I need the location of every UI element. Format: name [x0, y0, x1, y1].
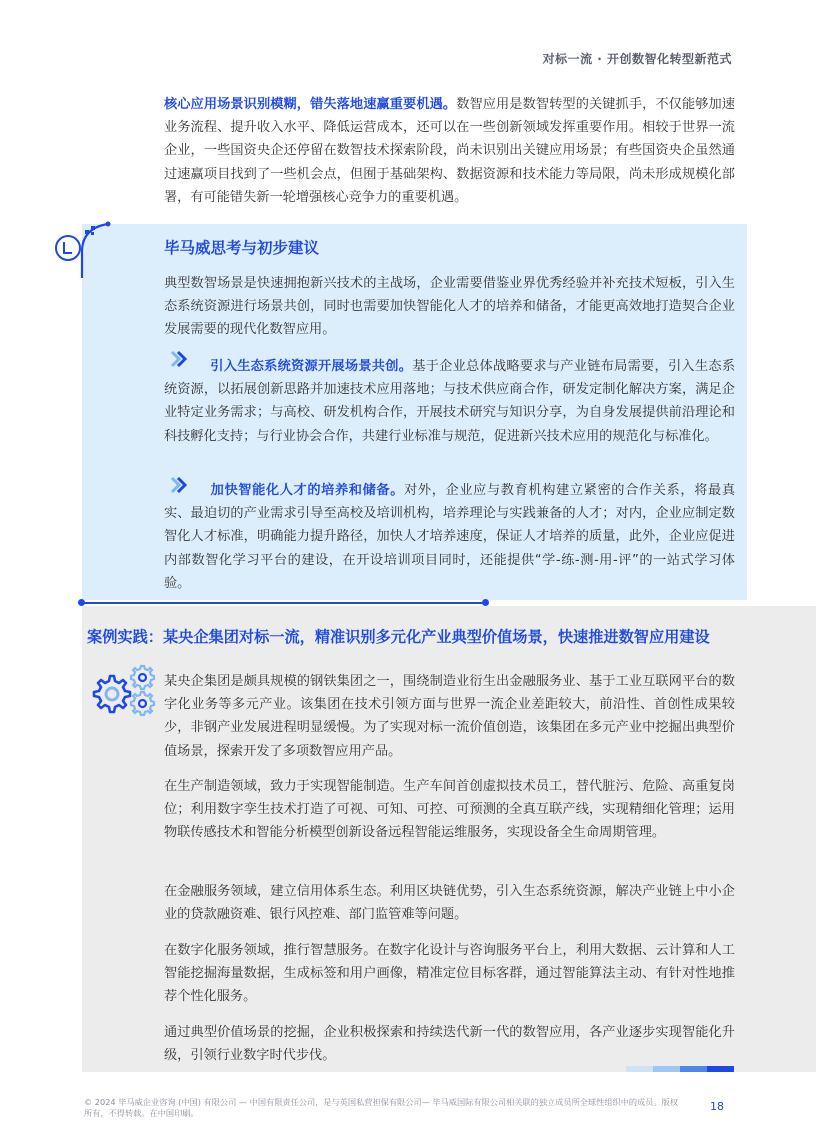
intro-paragraph: [164, 93, 735, 209]
intro-highlight: 核心应用场景识别模糊，错失落地速赢重要机遇。: [164, 97, 457, 112]
kpmg-paragraph-2: [164, 355, 735, 448]
intro-text: 数智应用是数智转型的关键抓手，不仅能够加速业务流程、提升收入水平、降低运营成本，还可以在一些创新领域发挥重要作用。相较于世界一流企业，一些国资央企还停留在数智技术探索阶段，尚未识别出关键应用场景；有些国资央企虽然通过速赢项目找到了一些机会点，但囿于基础架构、数据资源和技术能力等局限，尚未形成规模化部署，有可能错失新一轮增强核心竞争力的重要机遇。: [164, 97, 735, 205]
divider-dot: [78, 599, 85, 606]
gears-icon: [88, 664, 156, 716]
case-paragraph-4: 在数字化服务领域，推行智慧服务。在数字化设计与咨询服务平台上，利用大数据、云计算和人工智能挖掘海量数据，生成标签和用户画像，精准定位目标客群，通过智能算法主动、有针对性地推荐个性化服务。: [164, 943, 735, 1005]
footer-copyright: © 2024 毕马威企业咨询 (中国) 有限公司 — 中国有限责任公司，是与英国私营担保有限公司— 毕马威国际有限公司相关联的独立成员所全球性组织中的成员。版权所有，不得转载。在中国印刷。: [84, 1097, 679, 1118]
divider-dot: [482, 599, 489, 606]
case-study-title: 案例实践：某央企集团对标一流，精准识别多元化产业典型价值场景，快速推进数智应用建设: [87, 628, 710, 646]
case-paragraph-2: 在生产制造领域，致力于实现智能制造。生产车间首创虚拟技术员工，替代脏污、危险、高重复岗位；利用数字孪生技术打造了可视、可知、可控、可预测的全真互联产线，实现精细化管理；运用物联传感技术和智能分析模型创新设备远程智能运维服务，实现设备全生命周期管理。: [164, 779, 735, 841]
bracket-corner-icon: [52, 218, 112, 288]
section-divider: [80, 602, 486, 604]
kpmg-paragraph-3: [164, 479, 735, 595]
kpmg-p3-text: 对外，企业应与教育机构建立紧密的合作关系，将最真实、最迫切的产业需求引导至高校及培训机构，培养理论与实践兼备的人才；对内，企业应制定数智化人才标准，明确能力提升路径，加快人才培养速度，保证人才培养的质量，此外，企业应促进内部数智化学习平台的建设，在开设培训项目同时，还能提供“学-练-测-用-评”的一站式学习体验。: [164, 483, 736, 591]
decorative-color-bar: [626, 1066, 734, 1072]
kpmg-paragraph-1: 典型数智场景是快速拥抱新兴技术的主战场，企业需要借鉴业界优秀经验并补充技术短板，引入生态系统资源进行场景共创，同时也需要加快智能化人才的培养和储备，才能更高效地打造契合企业发展需要的现代化数智应用。: [164, 276, 735, 338]
running-header: 对标一流 · 开创数智化转型新范式: [542, 52, 732, 66]
case-paragraph-3: 在金融服务领域，建立信用体系生态。利用区块链优势，引入生态系统资源，解决产业链上中小企业的贷款融资难、银行风控难、部门监管难等问题。: [164, 884, 735, 923]
page-number: 18: [710, 1100, 724, 1113]
case-paragraph-5: 通过典型价值场景的挖掘，企业积极探索和持续迭代新一代的数智应用，各产业逐步实现智能化升级，引领行业数字时代步伐。: [164, 1025, 735, 1064]
kpmg-p3-highlight: 加快智能化人才的培养和储备。: [210, 483, 405, 498]
case-paragraph-1: 某央企集团是颇具规模的钢铁集团之一，围绕制造业衍生出金融服务业、基于工业互联网平台的数字化业务等多元产业。该集团在技术引领方面与世界一流企业差距较大，前沿性、首创性成果较少，非钢产业发展进程明显缓慢。为了实现对标一流价值创造，该集团在多元产业中挖掘出典型价值场景，探索开发了多项数智应用产品。: [164, 674, 735, 759]
kpmg-title: 毕马威思考与初步建议: [164, 239, 320, 257]
kpmg-p2-text: 基于企业总体战略要求与产业链布局需要，引入生态系统资源，以拓展创新思路并加速技术应用落地；与技术供应商合作，研发定制化解决方案，满足企业特定业务需求；与高校、研发机构合作，开展技术研究与知识分享，为自身发展提供前沿理论和科技孵化支持；与行业协会合作，共建行业标准与规范，促进新兴技术应用的规范化与标准化。: [164, 359, 736, 444]
kpmg-p2-highlight: 引入生态系统资源开展场景共创。: [210, 359, 413, 374]
